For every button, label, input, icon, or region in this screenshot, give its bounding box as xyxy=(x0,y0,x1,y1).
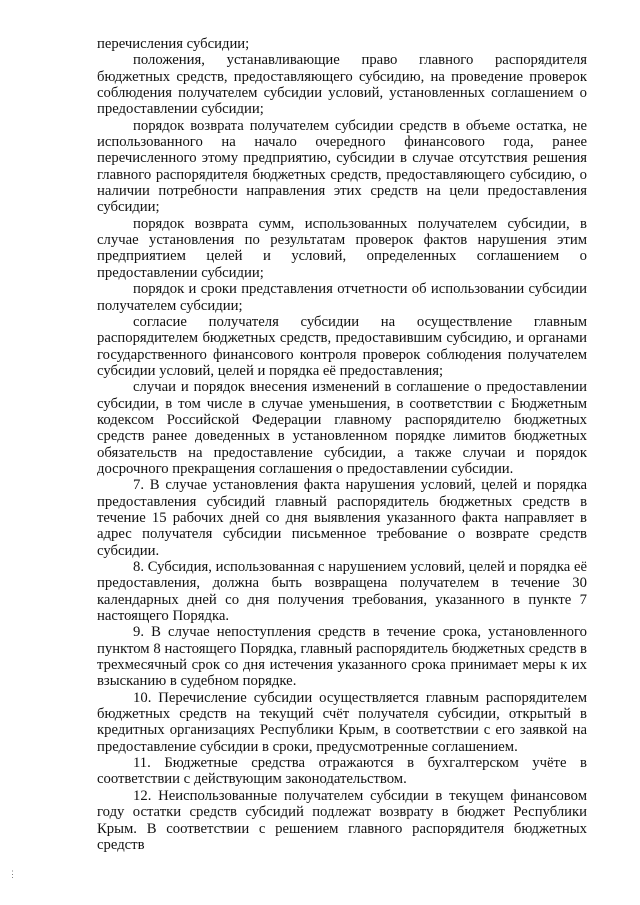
paragraph-item-7: 7. В случае установления факта нарушения условий, целей и порядка предоставления субсидий главный распорядитель бюджетных средств в течение 15 рабочих дней со дня выявления указанного факта направляет в адрес получателя субсидии письменное требование о возврате средств субсидии. xyxy=(97,477,587,559)
paragraph-item-11: 11. Бюджетные средства отражаются в бухгалтерском учёте в соответствии с действующим законодательством. xyxy=(97,755,587,788)
paragraph-agreement-changes: случаи и порядок внесения изменений в соглашение о предоставлении субсидии, в том числе в случае уменьшения, в соответствии с Бюджетным кодексом Российской Федерации главному распорядителю бюджетных средств ранее доведенных в установленном порядке лимитов бюджетных обязательств на предоставление субсидии, а также случаи и порядок досрочного прекращения соглашения о предоставлении субсидии. xyxy=(97,379,587,477)
paragraph-item-10: 10. Перечисление субсидии осуществляется главным распорядителем бюджетных средств на текущий счёт получателя субсидии, открытый в кредитных организациях Республики Крым, в соответствии с его заявкой на предоставление субсидии в сроки, предусмотренные соглашением. xyxy=(97,689,587,755)
document-body xyxy=(97,36,587,853)
paragraph-item-9: 9. В случае непоступления средств в течение срока, установленного пунктом 8 настоящего Порядка, главный распорядитель бюджетных средств в трехмесячный срок со дня истечения указанного срока принимает меры к их взысканию в судебном порядке. xyxy=(97,624,587,690)
paragraph-item-12: 12. Неиспользованные получателем субсидии в текущем финансовом году остатки средств субсидий подлежат возврату в бюджет Республики Крым. В соответствии с решением главного распорядителя бюджетных средств xyxy=(97,787,587,853)
paragraph-return-violations: порядок возврата сумм, использованных получателем субсидии, в случае установления по результатам проверок фактов нарушения этим предприятием целей и условий, определенных соглашением о предоставлении субсидии; xyxy=(97,215,587,281)
paragraph-subsidy-transfer: перечисления субсидии; xyxy=(97,36,250,52)
scan-margin-mark: ⋮ xyxy=(8,869,17,879)
paragraph-item-8: 8. Субсидия, использованная с нарушением условий, целей и порядка её предоставления, должна быть возвращена получателем в течение 30 календарных дней со дня получения требования, указанного в пункте 7 настоящего Порядка. xyxy=(97,559,587,625)
paragraph-consent-inspection: согласие получателя субсидии на осуществление главным распорядителем бюджетных средств, предоставившим субсидию, и органами государственного финансового контроля проверок соблюдения получателем субсидии условий, целей и порядка её предоставления; xyxy=(97,313,587,379)
paragraph-reporting: порядок и сроки представления отчетности об использовании субсидии получателем субсидии; xyxy=(97,281,587,314)
paragraph-return-remainder: порядок возврата получателем субсидии средств в объеме остатка, не использованного на начало очередного финансового года, ранее перечисленного этому предприятию, субсидии в случае отсутствия решения главного распорядителя бюджетных средств, предоставляющего субсидию, о наличии потребности направления этих средств на цели предоставления субсидии; xyxy=(97,117,587,216)
paragraph-inspection-rights: положения, устанавливающие право главного распорядителя бюджетных средств, предоставляющего субсидию, на проведение проверок соблюдения получателем субсидии условий, установленных соглашением о предоставлении субсидии; xyxy=(97,52,587,118)
